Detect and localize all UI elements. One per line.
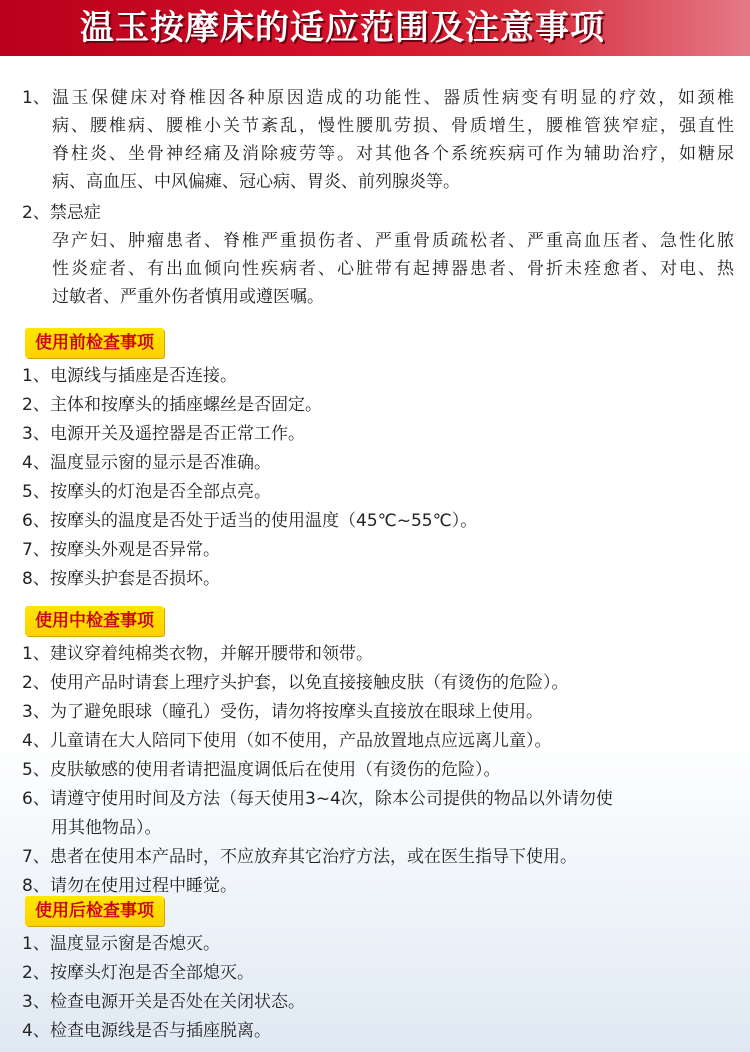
list-item	[22, 988, 305, 1017]
indications-line: 脊柱炎、坐骨神经痛及消除疲劳等。对其他各个系统疾病可作为辅助治疗，如糖尿	[52, 144, 734, 164]
page-title: 温玉按摩床的适应范围及注意事项	[80, 8, 605, 48]
list-item	[22, 565, 477, 594]
list-item	[22, 698, 613, 727]
item-number: 6、	[22, 789, 50, 809]
during-use-title: 使用中检查事项	[25, 606, 164, 636]
item-text: 按摩头的温度是否处于适当的使用温度（45℃~55℃）。	[50, 511, 478, 531]
indications-line: 病、腰椎病、腰椎小关节紊乱，慢性腰肌劳损、骨质增生，腰椎管狭窄症，强直性	[52, 116, 734, 136]
item-number: 5、	[22, 482, 50, 502]
item-text-continued: 用其他物品）。	[51, 818, 162, 838]
item-number: 3、	[22, 702, 50, 722]
item-text: 为了避免眼球（瞳孔）受伤，请勿将按摩头直接放在眼球上使用。	[50, 702, 543, 722]
item-text: 建议穿着纯棉类衣物，并解开腰带和领带。	[50, 644, 373, 664]
item-number: 4、	[22, 453, 50, 473]
item-number: 5、	[22, 760, 50, 780]
item-text: 皮肤敏感的使用者请把温度调低后在使用（有烫伤的危险）。	[50, 760, 501, 780]
list-item	[22, 420, 477, 449]
list-item	[22, 478, 477, 507]
list-item	[22, 362, 477, 391]
item-number: 2、	[22, 395, 50, 415]
title-banner	[0, 0, 750, 56]
list-item	[22, 640, 613, 669]
item-number: 2、	[22, 963, 50, 983]
item-number: 3、	[22, 424, 50, 444]
item-text: 患者在使用本产品时，不应放弃其它治疗方法，或在医生指导下使用。	[50, 847, 577, 867]
contraindications-line: 孕产妇、肿瘤患者、脊椎严重损伤者、严重骨质疏松者、严重高血压者、急性化脓	[52, 231, 734, 251]
list-item	[22, 727, 613, 756]
item-text: 按摩头灯泡是否全部熄灭。	[50, 963, 254, 983]
list-item	[22, 930, 305, 959]
item-text: 请勿在使用过程中睡觉。	[50, 876, 237, 896]
list-item	[22, 507, 477, 536]
list-item	[22, 1017, 305, 1046]
list-item	[22, 785, 613, 843]
list-item	[22, 669, 613, 698]
item-number: 2、	[22, 673, 50, 693]
item-text: 按摩头的灯泡是否全部点亮。	[50, 482, 271, 502]
contraindications-heading: 2、禁忌症	[22, 203, 101, 223]
item-number: 7、	[22, 540, 50, 560]
item-text: 温度显示窗的显示是否准确。	[50, 453, 271, 473]
item-number: 8、	[22, 569, 50, 589]
item-number: 1、	[22, 934, 50, 954]
before-use-list	[22, 362, 477, 594]
item-number: 4、	[22, 1021, 50, 1041]
indications-paragraph	[22, 84, 734, 196]
indications-line: 病、高血压、中风偏瘫、冠心病、胃炎、前列腺炎等。	[52, 172, 460, 192]
item-text: 检查电源线是否与插座脱离。	[50, 1021, 271, 1041]
item-number: 7、	[22, 847, 50, 867]
item-text: 主体和按摩头的插座螺丝是否固定。	[50, 395, 322, 415]
item-text: 按摩头外观是否异常。	[50, 540, 220, 560]
item-number: 1、	[22, 644, 50, 664]
after-use-list	[22, 930, 305, 1046]
list-item	[22, 449, 477, 478]
item-number: 4、	[22, 731, 50, 751]
list-item	[22, 536, 477, 565]
list-item	[22, 391, 477, 420]
item-text: 电源线与插座是否连接。	[50, 366, 237, 386]
before-use-title: 使用前检查事项	[25, 328, 164, 358]
indications-number: 1、	[22, 88, 50, 108]
during-use-list	[22, 640, 613, 901]
item-text: 使用产品时请套上理疗头护套，以免直接接触皮肤（有烫伤的危险）。	[50, 673, 569, 693]
indications-line: 温玉保健床对脊椎因各种原因造成的功能性、器质性病变有明显的疗效，如颈椎	[52, 88, 734, 108]
contraindications-line: 过敏者、严重外伤者慎用或遵医嘱。	[52, 287, 324, 307]
item-text: 检查电源开关是否处在关闭状态。	[50, 992, 305, 1012]
contraindications-paragraph	[22, 227, 734, 311]
item-number: 8、	[22, 876, 50, 896]
item-number: 3、	[22, 992, 50, 1012]
list-item	[22, 959, 305, 988]
item-text: 按摩头护套是否损坏。	[50, 569, 220, 589]
contraindications-line: 性炎症者、有出血倾向性疾病者、心脏带有起搏器患者、骨折未痊愈者、对电、热	[52, 259, 734, 279]
item-text: 温度显示窗是否熄灭。	[50, 934, 220, 954]
list-item	[22, 756, 613, 785]
item-text: 请遵守使用时间及方法（每天使用3~4次，除本公司提供的物品以外请勿使	[50, 789, 613, 809]
list-item	[22, 843, 613, 872]
item-number: 6、	[22, 511, 50, 531]
item-text: 儿童请在大人陪同下使用（如不使用，产品放置地点应远离儿童）。	[50, 731, 552, 751]
item-text: 电源开关及遥控器是否正常工作。	[50, 424, 305, 444]
after-use-title: 使用后检查事项	[25, 896, 164, 926]
item-number: 1、	[22, 366, 50, 386]
